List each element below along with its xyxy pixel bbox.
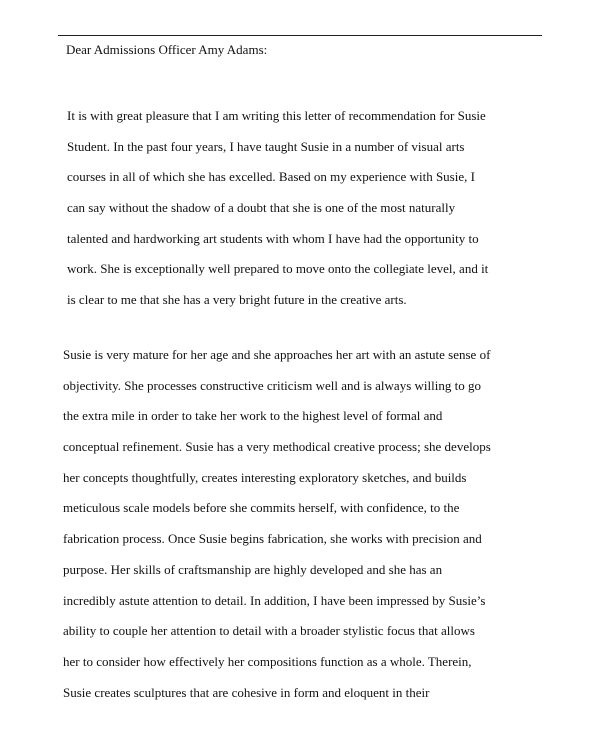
- paragraph-line: Susie is very mature for her age and she approaches her art with an astute sense of: [63, 347, 491, 362]
- paragraph-line: meticulous scale models before she commits herself, with confidence, to the: [63, 500, 460, 516]
- paragraph-2: [63, 347, 491, 715]
- paragraph-line: work. She is exceptionally well prepared to move onto the collegiate level, and it: [67, 261, 489, 277]
- paragraph-line: conceptual refinement. Susie has a very methodical creative process; she develops: [63, 439, 491, 455]
- header-rule: [58, 35, 542, 36]
- paragraph-line: Student. In the past four years, I have taught Susie in a number of visual arts: [67, 138, 465, 154]
- paragraph-line: her concepts thoughtfully, creates interesting exploratory sketches, and builds: [63, 469, 467, 485]
- paragraph-1: [67, 108, 488, 323]
- paragraph-line: objectivity. She processes constructive criticism well and is always willing to go: [63, 377, 481, 393]
- paragraph-line: talented and hardworking art students with whom I have had the opportunity to: [67, 230, 479, 246]
- paragraph-line: her to consider how effectively her compositions function as a whole. Therein,: [63, 653, 472, 669]
- paragraph-line: the extra mile in order to take her work to the highest level of formal and: [63, 408, 443, 424]
- paragraph-line: It is with great pleasure that I am writing this letter of recommendation for Susie: [67, 108, 486, 123]
- paragraph-line: can say without the shadow of a doubt that she is one of the most naturally: [67, 200, 456, 216]
- paragraph-line: purpose. Her skills of craftsmanship are highly developed and she has an: [63, 561, 443, 577]
- paragraph-line: Susie creates sculptures that are cohesive in form and eloquent in their: [63, 684, 430, 700]
- paragraph-line: courses in all of which she has excelled. Based on my experience with Susie, I: [67, 169, 475, 185]
- paragraph-line: is clear to me that she has a very bright future in the creative arts.: [67, 292, 407, 308]
- paragraph-line: ability to couple her attention to detail with a broader stylistic focus that allows: [63, 623, 475, 639]
- salutation: Dear Admissions Officer Amy Adams:: [66, 42, 268, 57]
- paragraph-line: fabrication process. Once Susie begins fabrication, she works with precision and: [63, 531, 482, 547]
- paragraph-line: incredibly astute attention to detail. In addition, I have been impressed by Susie’s: [63, 592, 486, 608]
